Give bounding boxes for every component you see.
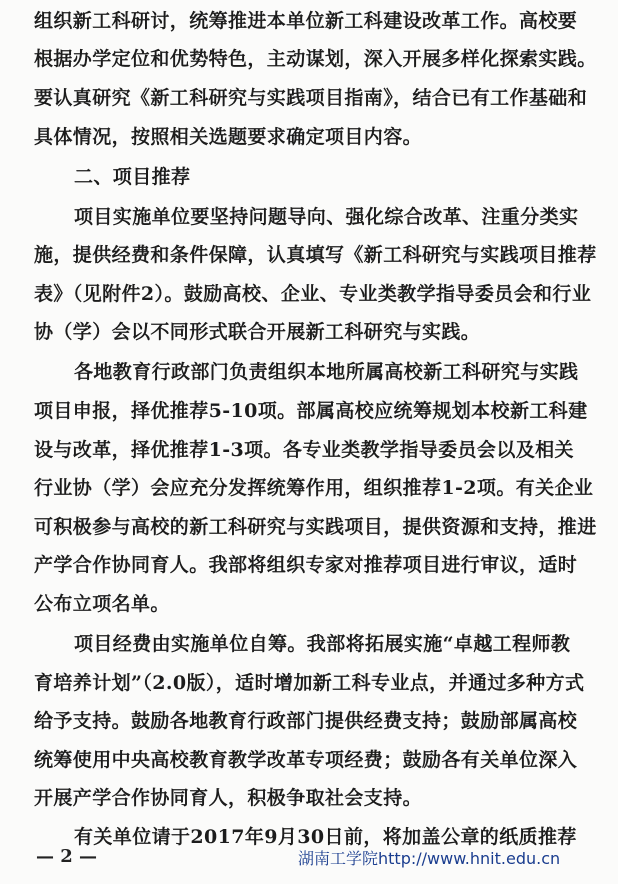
text-line: 给予支持。鼓励各地教育行政部门提供经费支持；鼓励部属高校: [34, 710, 578, 732]
text-line: 具体情况，按照相关选题要求确定项目内容。: [34, 126, 423, 148]
section-heading: 二、项目推荐: [74, 166, 191, 188]
text-line: 项目经费由实施单位自筹。我部将拓展实施“卓越工程师教: [74, 633, 571, 655]
text-line: 行业协（学）会应充分发挥统筹作用，组织推荐1-2项。有关企业: [34, 477, 594, 499]
text-line: 各地教育行政部门负责组织本地所属高校新工科研究与实践: [74, 361, 579, 383]
text-line: 可积极参与高校的新工科研究与实践项目，提供资源和支持，推进: [34, 516, 597, 538]
text-line: 统筹使用中央高校教育教学改革专项经费；鼓励各有关单位深入: [34, 749, 578, 771]
text-line: 根据办学定位和优势特色，主动谋划，深入开展多样化探索实践。: [34, 48, 597, 70]
text-line: 公布立项名单。: [34, 593, 170, 615]
text-line: 施，提供经费和条件保障，认真填写《新工科研究与实践项目推荐: [34, 244, 597, 266]
text-line: 项目申报，择优推荐5-10项。部属高校应统筹规划本校新工科建: [34, 400, 588, 422]
text-line: 组织新工科研讨，统筹推进本单位新工科建设改革工作。高校要: [34, 10, 578, 32]
text-line: 协（学）会以不同形式联合开展新工科研究与实践。: [34, 321, 481, 343]
text-line: 开展产学合作协同育人，积极争取社会支持。: [34, 787, 423, 809]
watermark-link[interactable]: 湖南工学院http://www.hnit.edu.cn: [298, 849, 561, 868]
page-number: — 2 —: [36, 846, 98, 867]
text-line: 表》（见附件2）。鼓励高校、企业、专业类教学指导委员会和行业: [34, 283, 592, 305]
text-line: 有关单位请于2017年9月30日前，将加盖公章的纸质推荐: [74, 826, 577, 848]
text-line: 项目实施单位要坚持问题导向、强化综合改革、注重分类实: [74, 206, 579, 228]
text-line: 产学合作协同育人。我部将组织专家对推荐项目进行审议，适时: [34, 554, 578, 576]
text-line: 育培养计划”（2.0版），适时增加新工科专业点，并通过多种方式: [34, 672, 585, 694]
text-line: 设与改革，择优推荐1-3项。各专业类教学指导委员会以及相关: [34, 439, 574, 461]
text-line: 要认真研究《新工科研究与实践项目指南》，结合已有工作基础和: [34, 87, 588, 109]
